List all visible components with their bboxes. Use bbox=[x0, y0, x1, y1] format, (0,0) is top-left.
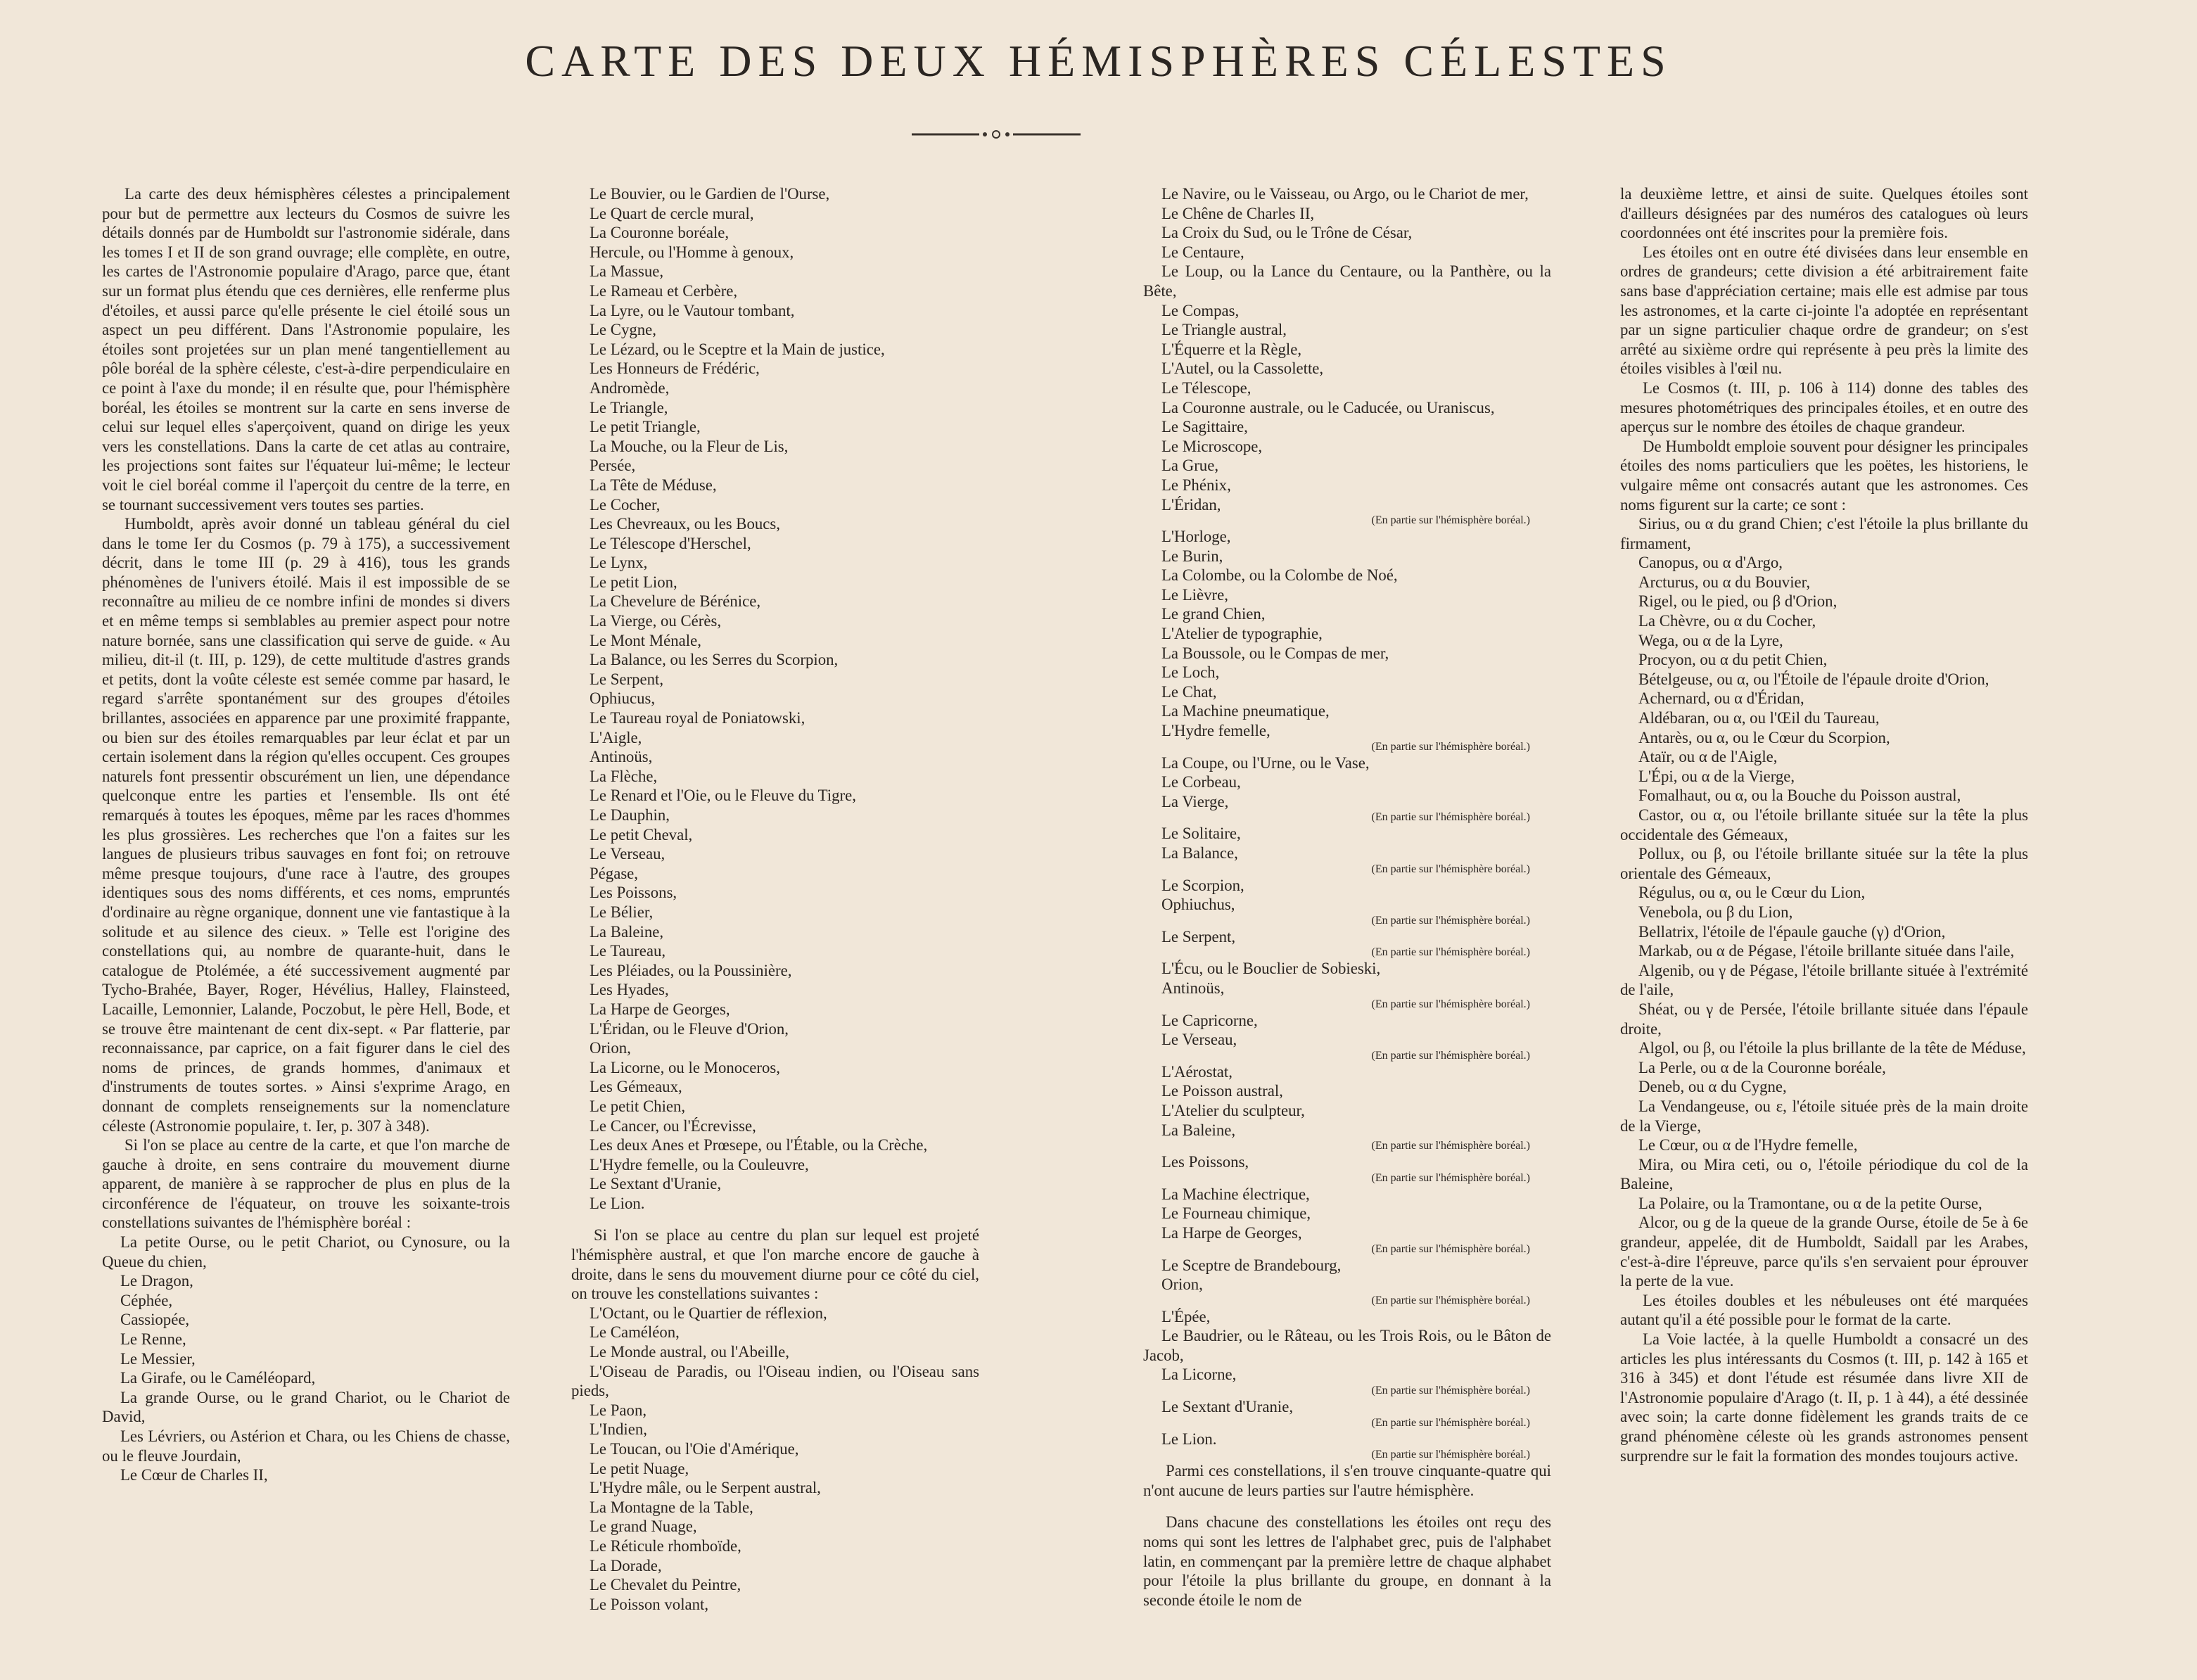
star-name-item: Shéat, ou γ de Persée, l'étoile brillante située dans l'épaule droite, bbox=[1620, 1000, 2028, 1038]
constellation-item: Le Lièvre, bbox=[1161, 585, 1228, 604]
constellation-item: L'Écu, ou le Bouclier de Sobieski, bbox=[1161, 960, 1381, 978]
star-name-item: La Chèvre, ou α du Cocher, bbox=[1638, 612, 1816, 630]
constellation-item: La grande Ourse, ou le grand Chariot, ou le Chariot de David, bbox=[102, 1388, 510, 1426]
constellation-item: Le Cancer, ou l'Écrevisse, bbox=[590, 1116, 756, 1135]
constellation-item: Le Navire, ou le Vaisseau, ou Argo, ou le Chariot de mer, bbox=[1161, 185, 1529, 203]
constellation-item: Orion, bbox=[1161, 1275, 1203, 1294]
constellation-item: Le Baudrier, ou le Râteau, ou les Trois Rois, ou le Bâton de Jacob, bbox=[1143, 1327, 1551, 1364]
constellation-item: Le Monde austral, ou l'Abeille, bbox=[590, 1343, 789, 1361]
star-name-item: Alcor, ou g de la queue de la grande Ourse, étoile de 5e à 6e grandeur, appelée, dit de Humboldt, Saidall par les Arabes, c'est-à-dire l'épreuve, parce qu'ils s'en servaient pour éprouver la perte de la vue. bbox=[1620, 1214, 2028, 1290]
star-name-item: Castor, ou α, ou l'étoile brillante située sur la tête la plus occidentale des Gémeaux, bbox=[1620, 806, 2028, 844]
constellation-item: Le Verseau, bbox=[590, 845, 666, 863]
constellation-item: Le Dauphin, bbox=[590, 806, 670, 824]
star-name-item: Algenib, ou γ de Pégase, l'étoile brillante située à l'extrémité de l'aile, bbox=[1620, 961, 2028, 999]
constellation-item: Le Centaure, bbox=[1161, 243, 1244, 261]
constellation-item: La Lyre, ou le Vautour tombant, bbox=[590, 301, 795, 319]
constellation-item: Le Sceptre de Brandebourg, bbox=[1161, 1256, 1342, 1274]
constellation-item: Le Dragon, bbox=[120, 1272, 193, 1290]
hemisphere-note: (En partie sur l'hémisphère boréal.) bbox=[1371, 1049, 1530, 1062]
hemisphere-note: (En partie sur l'hémisphère boréal.) bbox=[1371, 1242, 1530, 1255]
constellation-item: La Montagne de la Table, bbox=[590, 1498, 753, 1516]
hemisphere-note: (En partie sur l'hémisphère boréal.) bbox=[1371, 1449, 1530, 1461]
star-name-item: Deneb, ou α du Cygne, bbox=[1638, 1078, 1787, 1096]
constellation-item: La Couronne australe, ou le Caducée, ou Uraniscus, bbox=[1161, 398, 1495, 416]
constellation-item: Le Bouvier, ou le Gardien de l'Ourse, bbox=[590, 185, 830, 203]
hemisphere-note: (En partie sur l'hémisphère boréal.) bbox=[1371, 740, 1530, 753]
star-name-item: Ataïr, ou α de l'Aigle, bbox=[1638, 748, 1778, 766]
constellation-item: L'Aérostat, bbox=[1161, 1062, 1233, 1081]
hemisphere-note: (En partie sur l'hémisphère boréal.) bbox=[1371, 1171, 1530, 1184]
constellation-item: L'Hydre femelle, ou la Couleuvre, bbox=[590, 1155, 809, 1173]
page-title: CARTE DES DEUX HÉMISPHÈRES CÉLESTES bbox=[525, 36, 1672, 86]
constellation-item: Les Honneurs de Frédéric, bbox=[590, 359, 760, 378]
constellation-item: L'Aigle, bbox=[590, 728, 642, 746]
constellation-item: Le Chevalet du Peintre, bbox=[590, 1576, 741, 1594]
constellation-item: Les Poissons, bbox=[1161, 1153, 1249, 1171]
photometry-paragraph: Le Cosmos (t. III, p. 106 à 114) donne des tables des mesures photométriques des principales étoiles, et en outre des aperçus sur le nombre des étoiles de chaque grandeur. bbox=[1620, 378, 2028, 436]
constellation-item: L'Hydre femelle, bbox=[1161, 722, 1271, 740]
constellation-item: La Croix du Sud, ou le Trône de César, bbox=[1161, 224, 1413, 242]
star-name-item: Régulus, ou α, ou le Cœur du Lion, bbox=[1638, 884, 1866, 902]
star-name-item: La Vendangeuse, ou ε, l'étoile située près de la main droite de la Vierge, bbox=[1620, 1097, 2028, 1135]
constellation-item: Le Poisson volant, bbox=[590, 1595, 709, 1613]
constellation-item: Les Lévriers, ou Astérion et Chara, ou les Chiens de chasse, ou le fleuve Jourdain, bbox=[102, 1427, 510, 1465]
constellation-item: Le Paon, bbox=[590, 1401, 647, 1419]
star-name-item: Algol, ou β, ou l'étoile la plus brillante de la tête de Méduse, bbox=[1638, 1039, 2026, 1057]
austral-list-start bbox=[571, 1304, 979, 1615]
constellation-item: Hercule, ou l'Homme à genoux, bbox=[590, 243, 794, 261]
constellation-item: Le Lion. bbox=[590, 1194, 645, 1212]
hemisphere-note: (En partie sur l'hémisphère boréal.) bbox=[1371, 1416, 1530, 1429]
constellation-item: Le Rameau et Cerbère, bbox=[590, 281, 738, 300]
hemisphere-note: (En partie sur l'hémisphère boréal.) bbox=[1371, 914, 1530, 927]
constellation-item: Le Solitaire, bbox=[1161, 825, 1241, 843]
star-name-item: Antarès, ou α, ou le Cœur du Scorpion, bbox=[1638, 728, 1890, 746]
constellation-item: Le Sextant d'Uranie, bbox=[590, 1175, 722, 1193]
intro-paragraph: La carte des deux hémisphères célestes a principalement pour but de permettre aux lecteurs du Cosmos de suivre les détails donnés par de Humboldt sur l'astronomie sidérale, dans les tomes I et II de son grand ouvrage; elle complète, en outre, les cartes de l'Astronomie populaire d'Arago, parce que, étant sur un format plus étendu que ces dernières, elle renferme plus d'étoiles, et aussi parce qu'elle présente le ciel étoilé sous un aspect un peu différent. Dans l'Astronomie populaire, les étoiles sont projetées sur un plan mené tangentiellement au pôle boréal de la sphère céleste, c'est-à-dire perpendiculaire en ce point à l'axe du monde; il en résulte que, pour l'hémisphère boréal, les étoiles se montrent sur la carte en sens inverse de celui sur lequel elles s'aperçoivent, quand on dirige les yeux vers les constellations. Dans la carte de cet atlas au contraire, les projections sont faites sur l'équateur lui-même; le lecteur voit le ciel boréal comme il l'aperçoit du centre de la terre, en se tournant successivement vers toutes ses parties. bbox=[102, 185, 510, 514]
boreal-list-start bbox=[102, 1233, 510, 1485]
constellation-item: Le petit Triangle, bbox=[590, 418, 701, 436]
constellation-item: Le Loup, ou la Lance du Centaure, ou la Panthère, ou la Bête, bbox=[1143, 262, 1551, 300]
star-name-item: Aldébaran, ou α, ou l'Œil du Taureau, bbox=[1638, 709, 1880, 727]
hemisphere-note: (En partie sur l'hémisphère boréal.) bbox=[1371, 1385, 1530, 1397]
boreal-intro-paragraph: Si l'on se place au centre de la carte, et que l'on marche de gauche à droite, en sens contraire du mouvement diurne apparent, de manière à se rapprocher de plus en plus de la circonférence de l'équateur, on trouve les soixante-trois constellations suivantes de l'hémisphère boréal : bbox=[102, 1136, 510, 1232]
constellation-item: Le Bélier, bbox=[590, 903, 654, 921]
humboldt-paragraph: Humboldt, après avoir donné un tableau général du ciel dans le tome Ier du Cosmos (p. 79 à 175), a successivement décrit, dans le tome III (p. 29 à 416), tous les grands phénomènes de l'univers étoilé. Mais il est impossible de se reconnaître au milieu de ce nombre infini de mondes si divers et en même temps si semblables au premier aspect pour notre nature bornée, sans une classification qui serve de guide. « Au milieu, dit-il (t. III, p. 129), de cette multitude d'astres grands et petits, dont la voûte céleste est semée comme par hasard, le regard s'arrête spontanément sur des groupes d'étoiles brillantes, associées en apparence par une proximité frappante, ou bien sur des étoiles remarquables par leur éclat et par un certain isolement dans la région qu'elles occupent. Ces groupes naturels font pressentir obscurément un lien, une dépendance quelconque entre les parties et l'ensemble. Ils ont été remarqués à toutes les époques, même par les races d'hommes les plus grossières. Les recherches que l'on a faites sur les langues de plusieurs tribus sauvages en font foi; on retrouve même presque toujours, d'une race à l'autre, des groupes identiques sous des noms différents, et ces noms, empruntés d'ordinaire au règne organique, donnent une vie fantastique à la solitude et au silence des cieux. » Telle est l'origine des constellations qui, au nombre de quarante-huit, dans le catalogue de Ptolémée, a été successivement augmenté par Tycho-Brahée, Bayer, Roger, Hévélius, Halley, Flainsteed, Lacaille, Lemonnier, Lalande, Poczobut, le père Hell, Bode, et se trouve être maintenant de cent dix-sept. « Par flatterie, par reconnaissance, par caprice, on a fait figurer dans le ciel des noms de princes, de grands hommes, d'animaux et d'instruments de toutes sortes. » Ainsi s'exprime Arago, en donnant de complets renseignements sur la nomenclature céleste (Astronomie populaire, t. Ier, p. 307 à 348). bbox=[102, 515, 510, 1135]
naming-continued-paragraph: la deuxième lettre, et ainsi de suite. Quelques étoiles sont d'ailleurs désignées par des numéros des catalogues où leurs coordonnées ont été inscrites pour la première fois. bbox=[1620, 185, 2028, 242]
constellation-item: L'Hydre mâle, ou le Serpent austral, bbox=[590, 1479, 821, 1497]
constellation-item: La Machine pneumatique, bbox=[1161, 702, 1330, 720]
constellation-item: Les Poissons, bbox=[590, 884, 677, 902]
constellation-item: La Chevelure de Bérénice, bbox=[590, 592, 761, 611]
naming-paragraph: Dans chacune des constellations les étoiles ont reçu des noms qui sont les lettres de l'alphabet grec, puis de l'alphabet latin, en commençant par la première lettre de chaque alphabet pour l'étoile la plus brillante du groupe, en donnant à la seconde étoile le nom de bbox=[1143, 1513, 1551, 1609]
constellation-item: Les Chevreaux, ou les Boucs, bbox=[590, 515, 780, 533]
hemisphere-note: (En partie sur l'hémisphère boréal.) bbox=[1371, 1140, 1530, 1152]
star-name-item: Markab, ou α de Pégase, l'étoile brillante située dans l'aile, bbox=[1638, 942, 2015, 960]
column-1 bbox=[102, 184, 510, 1485]
constellation-item: Le Microscope, bbox=[1161, 437, 1263, 455]
constellation-item: L'Équerre et la Règle, bbox=[1161, 340, 1302, 358]
star-names-paragraph: De Humboldt emploie souvent pour désigner les principales étoiles des noms particuliers que les poëtes, les historiens, le vulgaire même ont consacrés autant que les astronomes. Ces noms figurent sur la carte; ce sont : bbox=[1620, 437, 2028, 514]
milky-way-paragraph: La Voie lactée, à la quelle Humboldt a consacré un des articles les plus intéressants du Cosmos (t. III, p. 142 à 165 et 316 à 345) et dont l'étude est résumée dans livre XII de l'Astronomie populaire d'Arago (t. II, p. 1 à 44), a été dessinée avec soin; la carte donne fidèlement les grands traits de ce grand phénomène céleste où les grands astronomes pensent surprendre sur le fait la formation des mondes toujours active. bbox=[1620, 1330, 2028, 1465]
constellation-item: Le Chat, bbox=[1161, 682, 1217, 701]
star-name-item: Canopus, ou α d'Argo, bbox=[1638, 554, 1783, 572]
constellation-item: Le Lynx, bbox=[590, 554, 648, 572]
constellation-item: La Flèche, bbox=[590, 767, 658, 785]
star-name-item: Sirius, ou α du grand Chien; c'est l'étoile la plus brillante du firmament, bbox=[1620, 515, 2028, 552]
constellation-item: Le Serpent, bbox=[1161, 927, 1236, 946]
hemisphere-note: (En partie sur l'hémisphère boréal.) bbox=[1371, 1294, 1530, 1306]
constellation-item: La Girafe, ou le Caméléopard, bbox=[120, 1369, 316, 1387]
constellation-item: Les Hyades, bbox=[590, 981, 669, 999]
star-name-item: Arcturus, ou α du Bouvier, bbox=[1638, 573, 1811, 591]
constellation-item: Le Lézard, ou le Sceptre et la Main de justice, bbox=[590, 340, 885, 358]
star-name-item: La Polaire, ou la Tramontane, ou α de la petite Ourse, bbox=[1638, 1194, 1982, 1212]
constellation-item: Le Fourneau chimique, bbox=[1161, 1204, 1311, 1223]
constellation-item: La Machine électrique, bbox=[1161, 1185, 1310, 1203]
constellation-item: Le Loch, bbox=[1161, 663, 1220, 682]
hemisphere-note: (En partie sur l'hémisphère boréal.) bbox=[1371, 514, 1530, 527]
star-name-item: Mira, ou Mira ceti, ou ο, l'étoile périodique du col de la Baleine, bbox=[1620, 1155, 2028, 1193]
hemisphere-note: (En partie sur l'hémisphère boréal.) bbox=[1371, 811, 1530, 824]
constellation-item: Le Serpent, bbox=[590, 670, 664, 688]
constellation-item: Le petit Cheval, bbox=[590, 825, 693, 844]
constellation-item: La Harpe de Georges, bbox=[1161, 1223, 1302, 1242]
constellation-item: L'Indien, bbox=[590, 1420, 647, 1439]
ornament-divider bbox=[912, 129, 1081, 140]
star-name-item: Bellatrix, l'étoile de l'épaule gauche (γ) d'Orion, bbox=[1638, 922, 1946, 941]
constellation-item: Le Scorpion, bbox=[1161, 876, 1244, 894]
constellation-item: Le Taureau royal de Poniatowski, bbox=[590, 709, 805, 727]
constellation-item: Le Chêne de Charles II, bbox=[1161, 204, 1315, 222]
constellation-item: Antinoüs, bbox=[590, 748, 653, 766]
constellation-item: Le Burin, bbox=[1161, 547, 1223, 565]
constellation-item: Céphée, bbox=[120, 1291, 173, 1309]
constellation-item: La Couronne boréale, bbox=[590, 224, 730, 242]
constellation-item: Antinoüs, bbox=[1161, 979, 1225, 997]
star-names-list bbox=[1620, 514, 2028, 1291]
constellation-item: Le Cœur de Charles II, bbox=[120, 1466, 268, 1484]
star-name-item: La Perle, ou α de la Couronne boréale, bbox=[1638, 1058, 1886, 1076]
constellation-item: Le Poisson austral, bbox=[1161, 1082, 1283, 1100]
constellation-item: Le Télescope d'Herschel, bbox=[590, 534, 751, 552]
constellation-item: Le Renne, bbox=[120, 1330, 186, 1349]
constellation-item: La Dorade, bbox=[590, 1556, 662, 1574]
star-name-item: Bételgeuse, ou α, ou l'Étoile de l'épaule droite d'Orion, bbox=[1638, 670, 1989, 688]
column-2 bbox=[571, 184, 979, 1614]
hemisphere-note: (En partie sur l'hémisphère boréal.) bbox=[1371, 946, 1530, 959]
constellation-item: Persée, bbox=[590, 457, 636, 475]
constellation-item: La Grue, bbox=[1161, 457, 1219, 475]
constellation-item: La Balance, ou les Serres du Scorpion, bbox=[590, 651, 839, 669]
constellation-item: La Tête de Méduse, bbox=[590, 476, 717, 494]
constellation-item: Le Renard et l'Oie, ou le Fleuve du Tigre, bbox=[590, 787, 856, 805]
constellation-item: Ophiuchus, bbox=[1161, 896, 1235, 914]
constellation-item: La Vierge, bbox=[1161, 792, 1229, 810]
constellation-item: Ophiucus, bbox=[590, 689, 656, 708]
constellation-item: Le petit Nuage, bbox=[590, 1459, 689, 1477]
constellation-item: La petite Ourse, ou le petit Chariot, ou Cynosure, ou la Queue du chien, bbox=[102, 1233, 510, 1271]
constellation-item: Le Triangle, bbox=[590, 398, 668, 416]
constellation-item: Le Capricorne, bbox=[1161, 1011, 1258, 1029]
constellation-item: L'Horloge, bbox=[1161, 528, 1231, 546]
constellation-item: Le Taureau, bbox=[590, 942, 666, 960]
star-name-item: Venebola, ou β du Lion, bbox=[1638, 903, 1793, 921]
constellation-item: Orion, bbox=[590, 1039, 631, 1057]
constellation-item: La Harpe de Georges, bbox=[590, 1000, 730, 1018]
constellation-item: Le Cocher, bbox=[590, 495, 661, 514]
constellation-item: Le Caméléon, bbox=[590, 1323, 680, 1342]
constellation-item: Le Cygne, bbox=[590, 321, 656, 339]
constellation-item: Le petit Lion, bbox=[590, 573, 677, 591]
constellation-item: Le Réticule rhomboïde, bbox=[590, 1536, 741, 1555]
constellation-item: Le Compas, bbox=[1161, 301, 1240, 319]
star-name-item: Wega, ou α de la Lyre, bbox=[1638, 631, 1783, 649]
constellation-item: Le Toucan, ou l'Oie d'Amérique, bbox=[590, 1440, 799, 1458]
constellation-item: L'Autel, ou la Cassolette, bbox=[1161, 359, 1324, 378]
column-4 bbox=[1620, 184, 2028, 1465]
hemisphere-note: (En partie sur l'hémisphère boréal.) bbox=[1371, 863, 1530, 875]
constellation-item: Le Mont Ménale, bbox=[590, 631, 701, 649]
constellation-item: Le Phénix, bbox=[1161, 476, 1231, 494]
constellation-item: Le Télescope, bbox=[1161, 378, 1252, 397]
constellation-item: La Baleine, bbox=[590, 922, 664, 941]
magnitude-paragraph: Les étoiles ont en outre été divisées dans leur ensemble en ordres de grandeurs; cette division a été arbitrairement faite sans base d'appréciation certaine; mais elle est admise par tous les astronomes, et la carte ci-jointe l'a adoptée en représentant par un signe particulier chaque ordre de grandeur; on s'est arrêté au sixième ordre qui représente à peu près la limite des étoiles visibles à l'œil nu. bbox=[1620, 243, 2028, 378]
constellation-item: L'Éridan, bbox=[1161, 495, 1221, 514]
constellation-item: Les Pléiades, ou la Poussinière, bbox=[590, 961, 792, 979]
constellation-item: Andromède, bbox=[590, 378, 670, 397]
constellation-item: La Mouche, ou la Fleur de Lis, bbox=[590, 437, 789, 455]
constellation-item: La Colombe, ou la Colombe de Noé, bbox=[1161, 566, 1398, 585]
count-paragraph: Parmi ces constellations, il s'en trouve cinquante-quatre qui n'ont aucune de leurs parties sur l'autre hémisphère. bbox=[1143, 1462, 1551, 1499]
austral-intro-paragraph: Si l'on se place au centre du plan sur lequel est projeté l'hémisphère austral, et que l'on marche encore de gauche à droite, dans le sens du mouvement diurne pour ce côté du ciel, on trouve les constellations suivantes : bbox=[571, 1226, 979, 1303]
constellation-item: Les deux Anes et Prœsepe, ou l'Étable, ou la Crèche, bbox=[590, 1136, 928, 1154]
constellation-item: La Massue, bbox=[590, 262, 664, 281]
constellation-item: Le Lion. bbox=[1161, 1430, 1217, 1448]
constellation-item: Le Triangle austral, bbox=[1161, 321, 1287, 339]
column-3 bbox=[1143, 184, 1551, 1610]
constellation-item: Le Quart de cercle mural, bbox=[590, 204, 754, 222]
constellation-item: Cassiopée, bbox=[120, 1311, 190, 1329]
constellation-item: La Balance, bbox=[1161, 844, 1238, 862]
constellation-item: La Coupe, ou l'Urne, ou le Vase, bbox=[1161, 753, 1370, 772]
double-stars-paragraph: Les étoiles doubles et les nébuleuses ont été marquées autant qu'il a été possible pour le format de la carte. bbox=[1620, 1291, 2028, 1329]
constellation-item: Le Sagittaire, bbox=[1161, 418, 1248, 436]
constellation-item: La Boussole, ou le Compas de mer, bbox=[1161, 644, 1389, 662]
constellation-item: L'Épée, bbox=[1161, 1307, 1211, 1325]
constellation-item: L'Éridan, ou le Fleuve d'Orion, bbox=[590, 1019, 789, 1038]
constellation-item: La Baleine, bbox=[1161, 1121, 1236, 1139]
austral-list bbox=[1143, 184, 1551, 1461]
constellation-item: Le grand Nuage, bbox=[590, 1517, 697, 1536]
constellation-item: La Licorne, bbox=[1161, 1366, 1237, 1384]
star-name-item: Pollux, ou β, ou l'étoile brillante située sur la tête la plus orientale des Gémeaux, bbox=[1620, 845, 2028, 882]
star-name-item: Fomalhaut, ou α, ou la Bouche du Poisson austral, bbox=[1638, 787, 1961, 805]
constellation-item: Le Corbeau, bbox=[1161, 773, 1241, 791]
constellation-item: L'Octant, ou le Quartier de réflexion, bbox=[590, 1304, 827, 1322]
constellation-item: Le petit Chien, bbox=[590, 1097, 686, 1115]
constellation-item: L'Oiseau de Paradis, ou l'Oiseau indien, ou l'Oiseau sans pieds, bbox=[571, 1362, 979, 1400]
constellation-item: La Vierge, ou Cérès, bbox=[590, 612, 722, 630]
star-name-item: L'Épi, ou α de la Vierge, bbox=[1638, 767, 1795, 785]
star-name-item: Achernard, ou α d'Éridan, bbox=[1638, 689, 1804, 708]
constellation-item: L'Atelier de typographie, bbox=[1161, 625, 1323, 643]
star-name-item: Rigel, ou le pied, ou β d'Orion, bbox=[1638, 592, 1838, 611]
hemisphere-note: (En partie sur l'hémisphère boréal.) bbox=[1371, 998, 1530, 1010]
star-name-item: Procyon, ou α du petit Chien, bbox=[1638, 651, 1828, 669]
constellation-item: Pégase, bbox=[590, 864, 639, 882]
constellation-item: L'Atelier du sculpteur, bbox=[1161, 1101, 1305, 1119]
constellation-item: Le Messier, bbox=[120, 1349, 196, 1368]
constellation-item: Les Gémeaux, bbox=[590, 1078, 682, 1096]
constellation-item: Le Sextant d'Uranie, bbox=[1161, 1398, 1294, 1416]
constellation-item: Le grand Chien, bbox=[1161, 605, 1266, 623]
star-name-item: Le Cœur, ou α de l'Hydre femelle, bbox=[1638, 1136, 1858, 1154]
constellation-item: Le Verseau, bbox=[1161, 1031, 1237, 1049]
boreal-list bbox=[571, 184, 979, 1213]
constellation-item: La Licorne, ou le Monoceros, bbox=[590, 1058, 780, 1076]
